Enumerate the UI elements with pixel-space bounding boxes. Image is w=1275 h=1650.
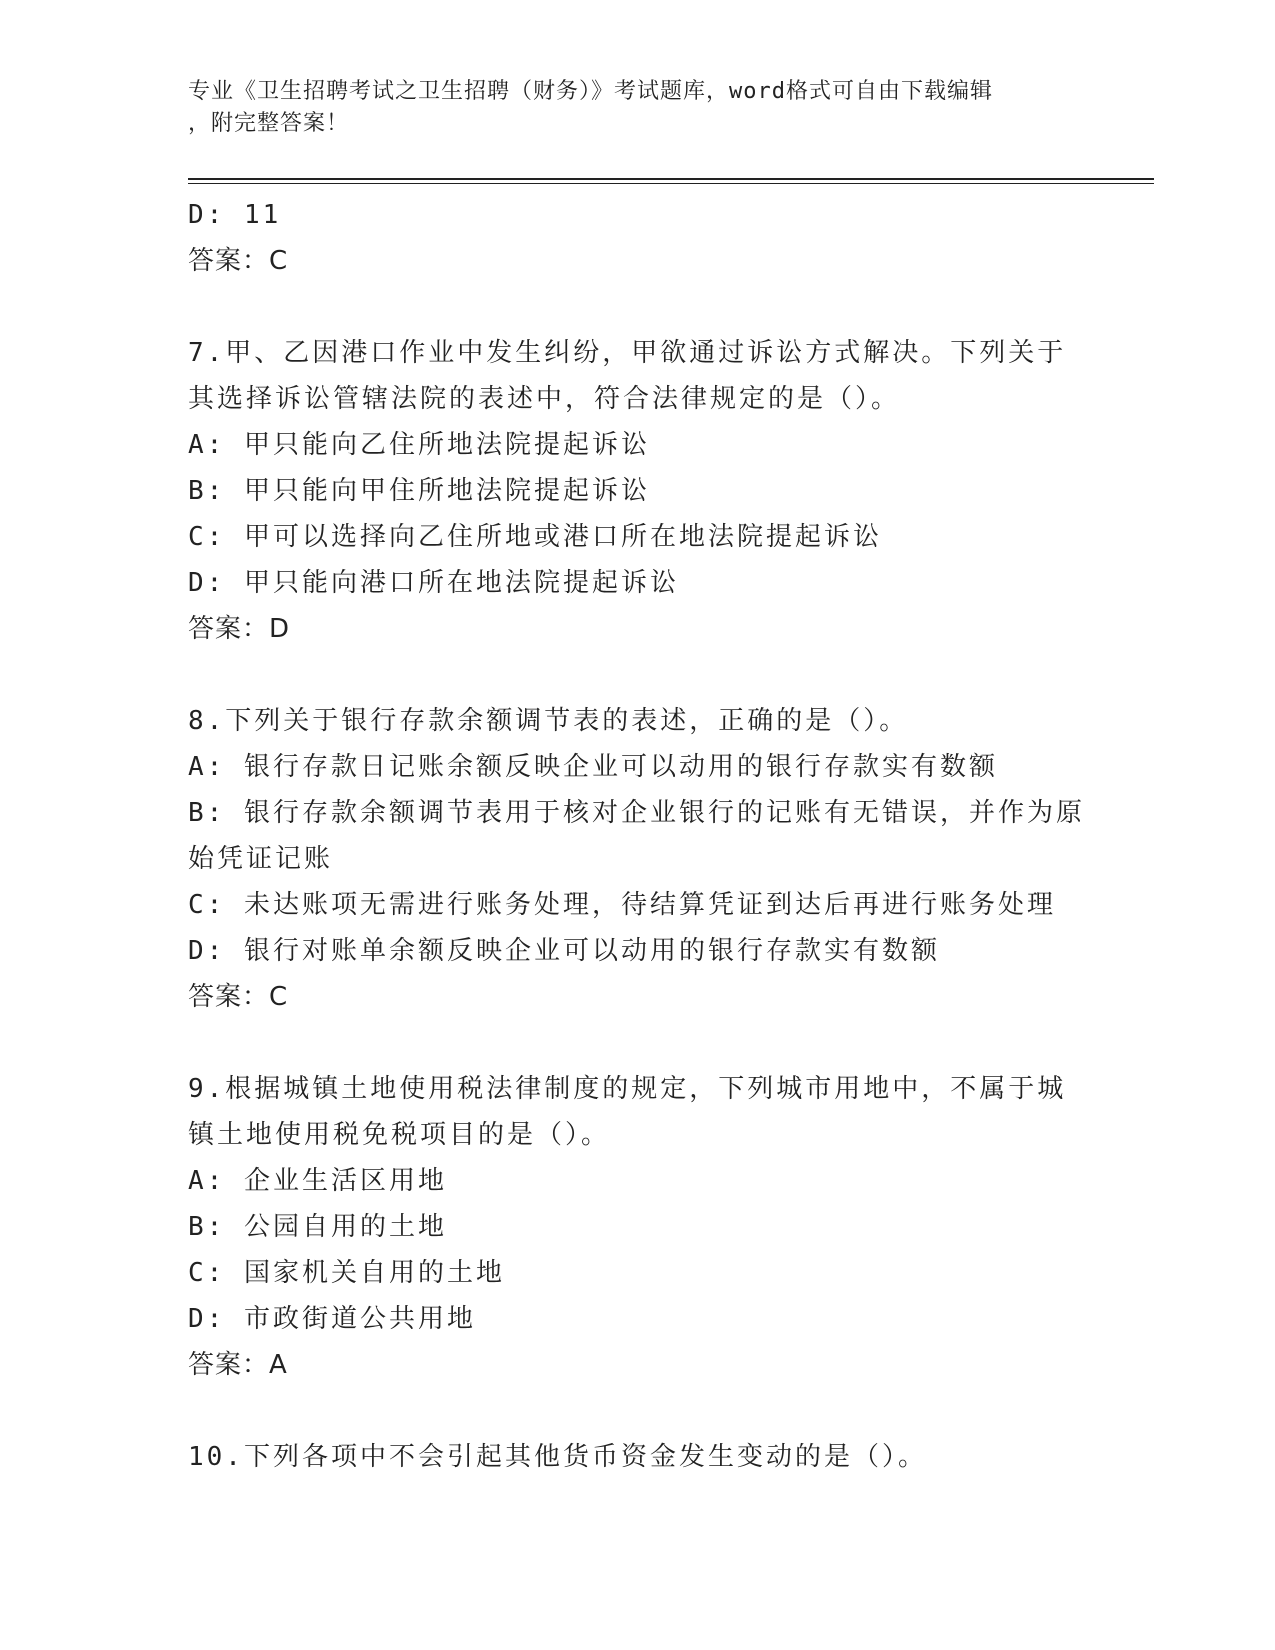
option-a: A: 甲只能向乙住所地法院提起诉讼 <box>188 430 650 460</box>
spacer <box>188 652 1088 698</box>
header-line-1: 专业《卫生招聘考试之卫生招聘（财务）》考试题库，word格式可自由下载编辑 <box>188 79 993 104</box>
question-stem: 9.根据城镇土地使用税法律制度的规定，下列城市用地中，不属于城 <box>188 1074 1067 1104</box>
option-b: B: 甲只能向甲住所地法院提起诉讼 <box>188 476 650 506</box>
question-10 <box>188 1434 1088 1480</box>
option-c: C: 甲可以选择向乙住所地或港口所在地法院提起诉讼 <box>188 522 882 552</box>
option-d: D: 银行对账单余额反映企业可以动用的银行存款实有数额 <box>188 936 940 966</box>
spacer <box>188 1388 1088 1434</box>
question-7 <box>188 330 1088 652</box>
spacer <box>188 1020 1088 1066</box>
header-line-2: ，附完整答案！ <box>188 111 350 136</box>
option-d: D: 市政街道公共用地 <box>188 1304 476 1334</box>
option-c: C: 未达账项无需进行账务处理，待结算凭证到达后再进行账务处理 <box>188 890 1056 920</box>
answer: 答案：C <box>188 982 289 1012</box>
option-b-cont: 始凭证记账 <box>188 844 334 874</box>
option-d: D: 11 <box>188 200 282 230</box>
question-8 <box>188 698 1088 1020</box>
question-stem-cont: 镇土地使用税免税项目的是（）。 <box>188 1120 611 1150</box>
question-9 <box>188 1066 1088 1388</box>
header-rule-thin <box>188 183 1154 184</box>
question-list <box>188 192 1088 1480</box>
answer: 答案：D <box>188 614 291 644</box>
question-6-tail <box>188 192 1088 284</box>
question-stem: 7.甲、乙因港口作业中发生纠纷，甲欲通过诉讼方式解决。下列关于 <box>188 338 1067 368</box>
option-b: B: 银行存款余额调节表用于核对企业银行的记账有无错误，并作为原 <box>188 798 1085 828</box>
option-d: D: 甲只能向港口所在地法院提起诉讼 <box>188 568 679 598</box>
option-b: B: 公园自用的土地 <box>188 1212 447 1242</box>
question-stem: 10.下列各项中不会引起其他货币资金发生变动的是（）。 <box>188 1442 927 1472</box>
option-c: C: 国家机关自用的土地 <box>188 1258 505 1288</box>
answer: 答案：A <box>188 1350 288 1380</box>
option-a: A: 银行存款日记账余额反映企业可以动用的银行存款实有数额 <box>188 752 998 782</box>
option-a: A: 企业生活区用地 <box>188 1166 447 1196</box>
question-stem-cont: 其选择诉讼管辖法院的表述中，符合法律规定的是（）。 <box>188 384 901 414</box>
question-stem: 8.下列关于银行存款余额调节表的表述，正确的是（）。 <box>188 706 909 736</box>
document-header <box>188 76 1068 140</box>
header-rule-thick <box>188 178 1154 180</box>
answer: 答案：C <box>188 246 289 276</box>
spacer <box>188 284 1088 330</box>
